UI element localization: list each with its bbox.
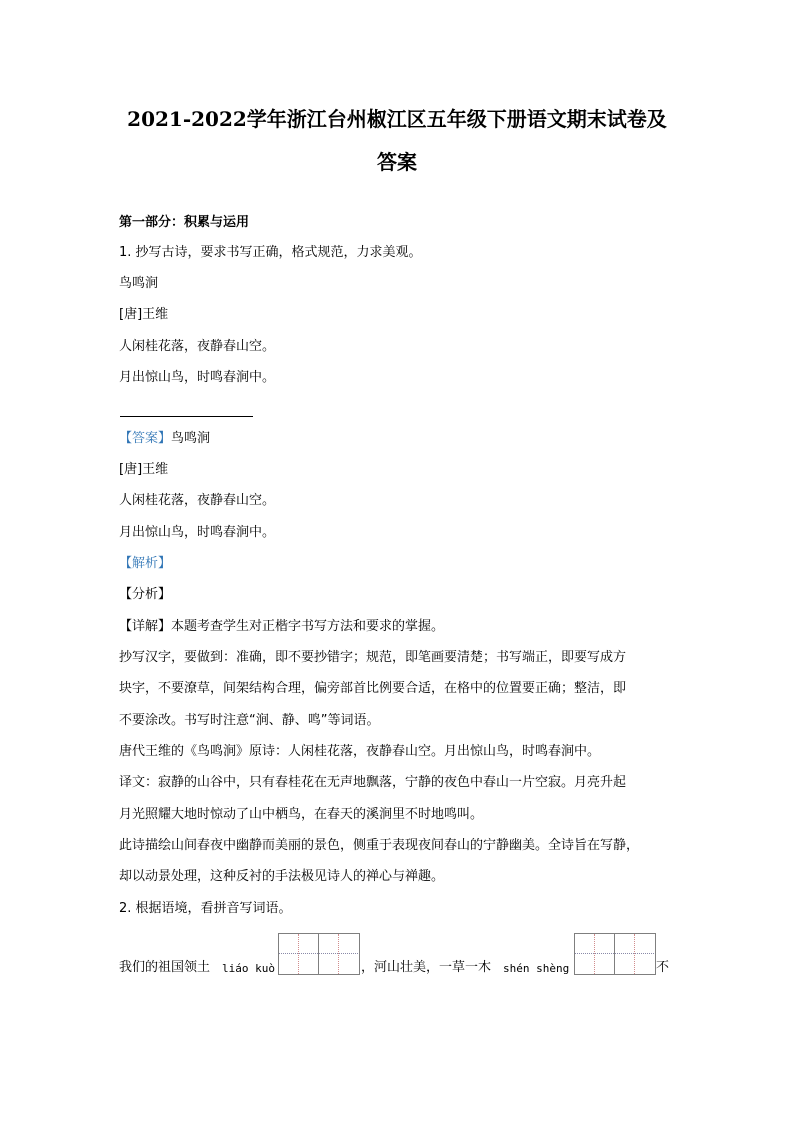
answer-line-2: 月出惊山鸟，时鸣春涧中。 xyxy=(119,525,276,540)
detail-label: 【详解】 xyxy=(119,619,172,634)
answer-label: 【答案】 xyxy=(119,431,172,446)
analysis-label: 【解析】 xyxy=(119,556,172,571)
explanation-para1-line2: 块字，不要潦草，间架结构合理，偏旁部首比例要合适，在格中的位置要正确；整洁，即 xyxy=(119,681,627,696)
answer-line-1: 人闲桂花落，夜静春山空。 xyxy=(119,493,276,508)
poem-line-2: 月出惊山鸟，时鸣春涧中。 xyxy=(119,370,276,385)
appreciation-line1: 此诗描绘山间春夜中幽静而美丽的景色，侧重于表现夜间春山的宁静幽美。全诗旨在写静， xyxy=(119,838,640,853)
translation-line1: 译文：寂静的山谷中，只有春桂花在无声地飘落，宁静的夜色中春山一片空寂。月亮升起 xyxy=(119,775,627,790)
poem-author: [唐]王维 xyxy=(119,307,169,322)
fenxi-label: 【分析】 xyxy=(119,587,172,602)
document-title-line2: 答案 xyxy=(377,150,417,174)
question-2-prompt: 2. 根据语境，看拼音写词语。 xyxy=(119,901,292,916)
explanation-para2: 唐代王维的《鸟鸣涧》原诗：人闲桂花落，夜静春山空。月出惊山鸟，时鸣春涧中。 xyxy=(119,744,601,759)
explanation-para1-line1: 抄写汉字，要做到：准确，即不要抄错字；规范，即笔画要清楚；书写端正，即要写成方 xyxy=(119,650,627,665)
grid-cell[interactable] xyxy=(319,934,358,974)
poem-line-1: 人闲桂花落，夜静春山空。 xyxy=(119,339,276,354)
answer-author: [唐]王维 xyxy=(119,462,169,477)
grid-cell[interactable] xyxy=(615,934,654,974)
pinyin-1: liáo kuò xyxy=(222,962,275,975)
answer-grid-2[interactable] xyxy=(574,933,656,975)
section-heading: 第一部分：积累与运用 xyxy=(119,215,250,230)
answer-blank-line xyxy=(120,416,253,417)
q2-text-middle: ，河山壮美，一草一木 xyxy=(361,960,492,975)
explanation-para1-line3: 不要涂改。书写时注意“涧、静、鸣”等词语。 xyxy=(119,713,380,728)
grid-cell[interactable] xyxy=(575,934,615,974)
poem-title: 鸟鸣涧 xyxy=(119,276,159,291)
q2-text-after: 不 xyxy=(656,960,670,975)
detail-line xyxy=(119,618,444,636)
translation-line2: 月光照耀大地时惊动了山中栖鸟，在春天的溪涧里不时地鸣叫。 xyxy=(119,807,484,822)
question-1-prompt: 1. 抄写古诗，要求书写正确，格式规范，力求美观。 xyxy=(119,245,422,260)
answer-poem-title: 鸟鸣涧 xyxy=(171,431,211,446)
answer-line xyxy=(119,430,210,448)
answer-grid-1[interactable] xyxy=(278,933,360,975)
document-title-line1: 2021-2022学年浙江台州椒江区五年级下册语文期末试卷及 xyxy=(127,107,667,131)
appreciation-line2: 却以动景处理，这种反衬的手法极见诗人的禅心与禅趣。 xyxy=(119,869,445,884)
q2-text-before: 我们的祖国领土 xyxy=(119,960,211,975)
grid-cell[interactable] xyxy=(279,934,319,974)
detail-text: 本题考查学生对正楷字书写方法和要求的掌握。 xyxy=(171,619,445,634)
pinyin-2: shén shèng xyxy=(503,962,570,975)
